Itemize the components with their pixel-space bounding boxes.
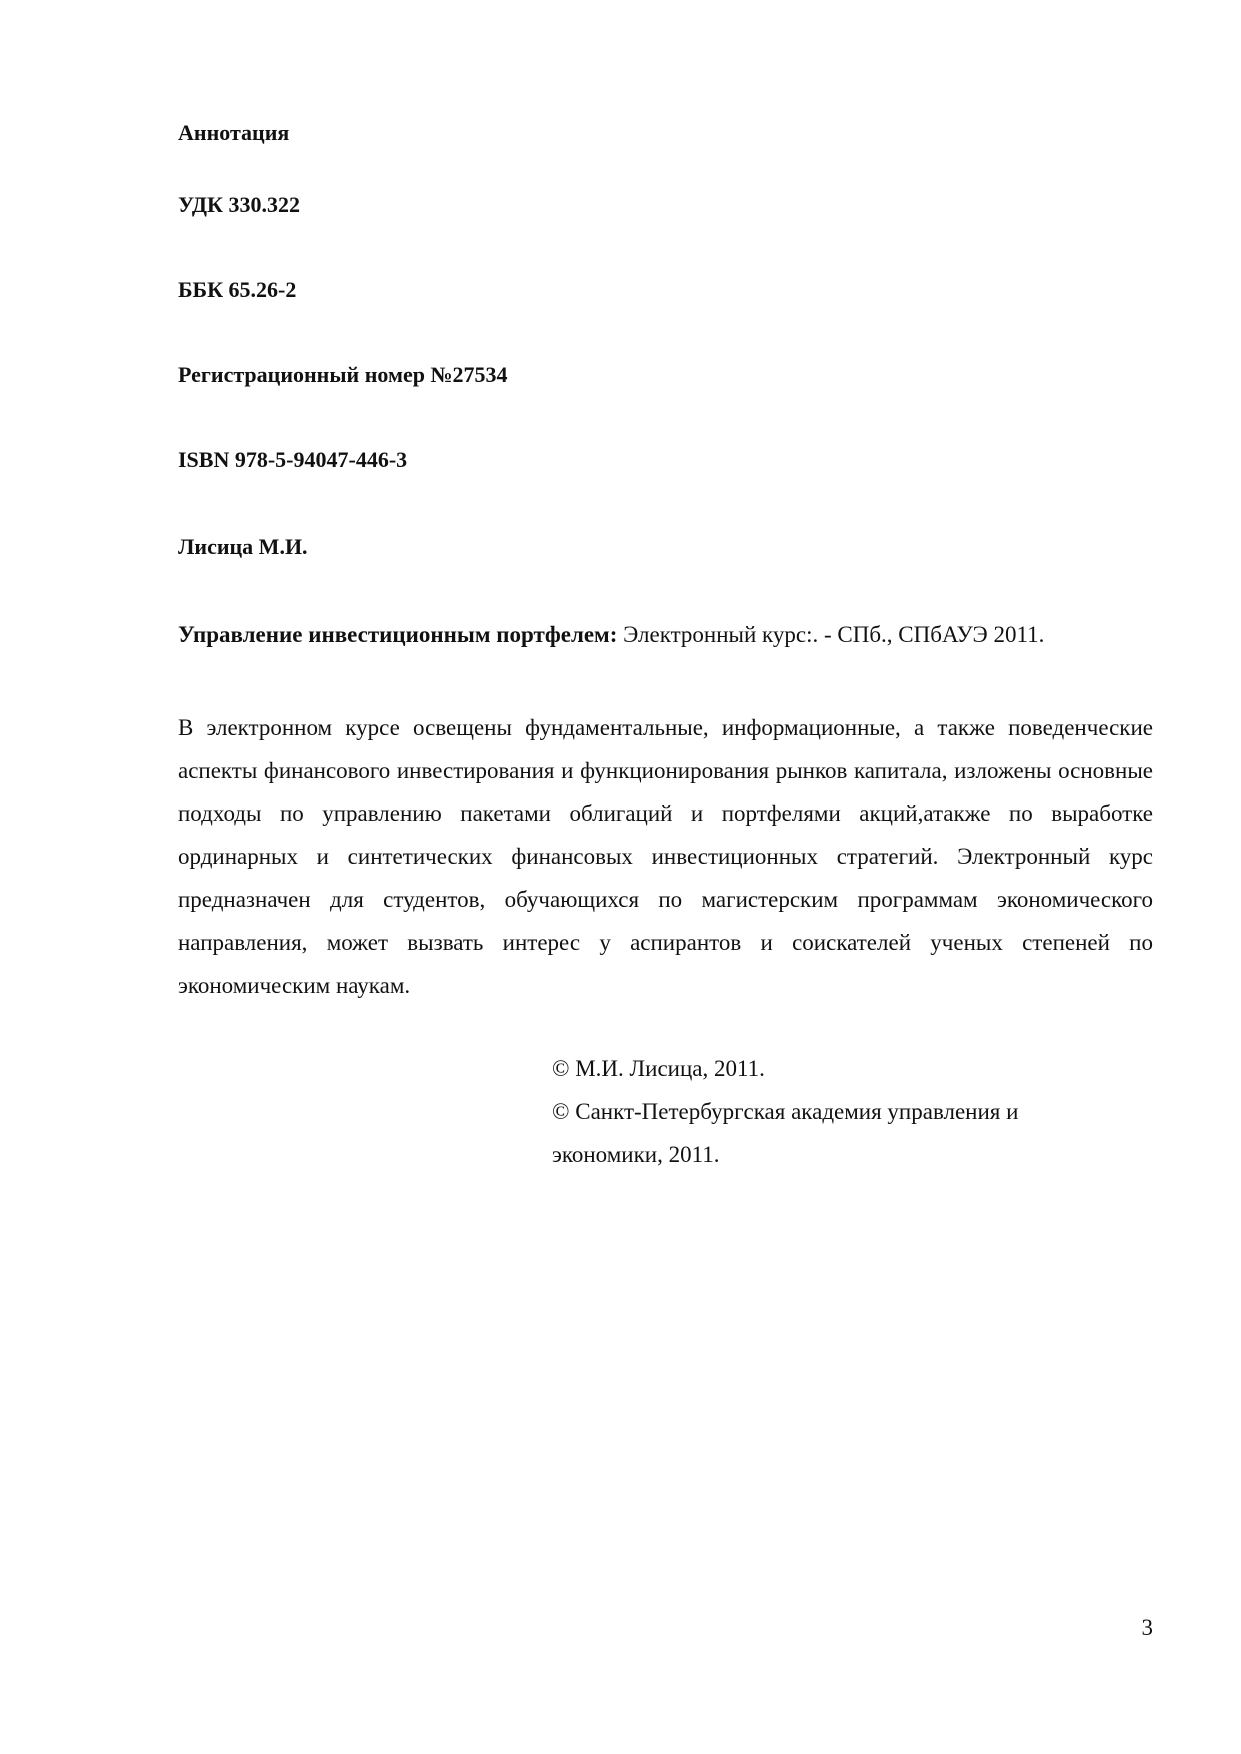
bbk-code: ББК 65.26-2 <box>178 277 297 302</box>
copyright-author: © М.И. Лисица, 2011. <box>552 1056 765 1081</box>
bibliographic-title <box>178 620 1044 650</box>
abstract-paragraph: В электронном курсе освещены фундаментальные, информационные, а также поведенческие аспекты финансового инвестирования и функционирования рынков капитала, изложены основные подходы по управлению пакетами облигаций и портфелями акций,атакже по выработке ординарных и синтетических финансовых инвестиционных стратегий. Электронный курс предназначен для студентов, обучающихся по магистерским программам экономического направления, может вызвать интерес у аспирантов и соискателей ученых степеней по экономическим наукам. <box>178 715 1153 998</box>
registration-number: Регистрационный номер №27534 <box>178 362 508 387</box>
copyright-block <box>552 1047 1072 1176</box>
annotation-heading: Аннотация <box>178 120 290 145</box>
copyright-academy: © Санкт-Петербургская академия управления и экономики, 2011. <box>552 1099 1019 1167</box>
udk-code: УДК 330.322 <box>178 192 301 217</box>
page-number: 3 <box>1141 1615 1153 1640</box>
isbn: ISBN 978-5-94047-446-3 <box>178 447 408 472</box>
publication-info: Электронный курс:. - СПб., СПбАУЭ 2011. <box>617 622 1045 647</box>
course-title: Управление инвестиционным портфелем: <box>178 622 618 647</box>
author-name: Лисица М.И. <box>178 534 308 559</box>
